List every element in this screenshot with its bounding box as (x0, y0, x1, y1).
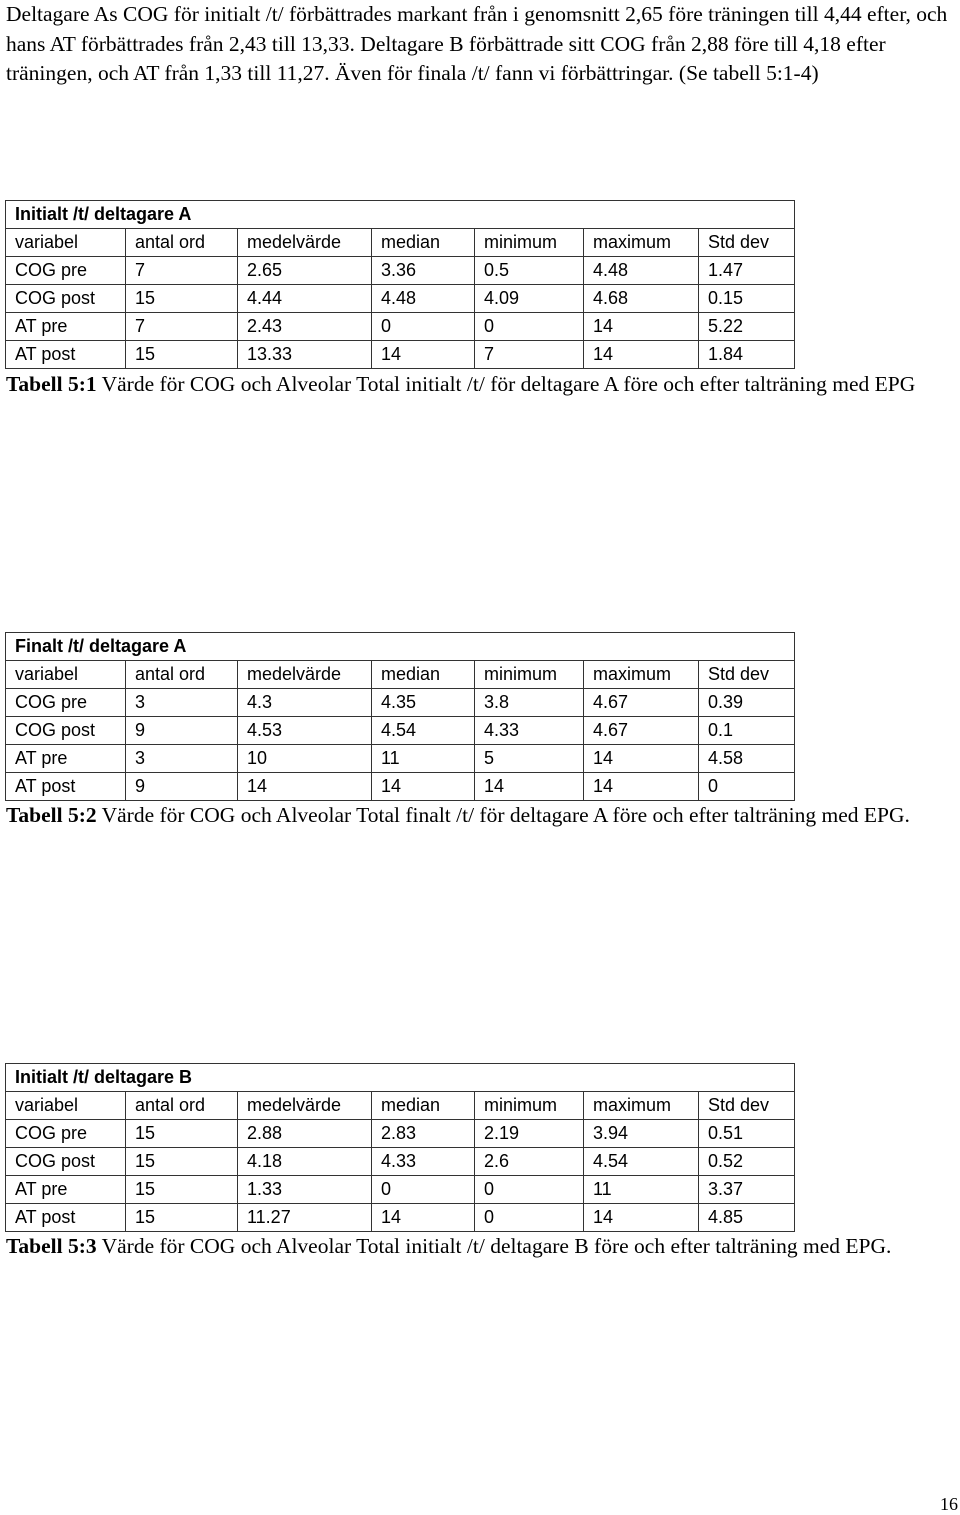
table-cell: 4.68 (584, 285, 699, 313)
table-cell: 3.37 (699, 1176, 795, 1204)
stats-table (5, 632, 795, 801)
table-cell: 4.35 (372, 689, 475, 717)
column-header: Std dev (699, 661, 795, 689)
table-row (6, 745, 795, 773)
table-cell: 11 (584, 1176, 699, 1204)
table-row (6, 257, 795, 285)
table-cell: 4.54 (372, 717, 475, 745)
page-number: 16 (940, 1494, 958, 1514)
table-cell: 3.36 (372, 257, 475, 285)
header-row (6, 1092, 795, 1120)
table-cell: 2.6 (475, 1148, 584, 1176)
stats-table (5, 1063, 795, 1232)
table-cell: COG post (6, 1148, 126, 1176)
caption-label: Tabell 5:1 (6, 372, 97, 396)
table-cell: AT post (6, 773, 126, 801)
table-cell: COG pre (6, 689, 126, 717)
table-cell: 2.83 (372, 1120, 475, 1148)
column-header: medelvärde (238, 1092, 372, 1120)
table-cell: 4.44 (238, 285, 372, 313)
table-cell: 14 (584, 313, 699, 341)
table-cell: 0 (475, 313, 584, 341)
table-row (6, 1148, 795, 1176)
table-row (6, 1204, 795, 1232)
column-header: Std dev (699, 229, 795, 257)
column-header: variabel (6, 1092, 126, 1120)
table-cell: AT post (6, 341, 126, 369)
table-cell: 0.5 (475, 257, 584, 285)
column-header: minimum (475, 661, 584, 689)
table-cell: COG pre (6, 257, 126, 285)
table-cell: 4.33 (372, 1148, 475, 1176)
column-header: minimum (475, 229, 584, 257)
column-header: antal ord (126, 661, 238, 689)
stats-table (5, 200, 795, 369)
column-header: medelvärde (238, 661, 372, 689)
column-header: median (372, 1092, 475, 1120)
table-cell: AT pre (6, 313, 126, 341)
table-cell: 14 (372, 341, 475, 369)
table-cell: 4.33 (475, 717, 584, 745)
table-caption (6, 801, 956, 831)
table-cell: 14 (372, 773, 475, 801)
table-cell: 0 (372, 313, 475, 341)
table-cell: 4.53 (238, 717, 372, 745)
caption-label: Tabell 5:3 (6, 1234, 97, 1258)
column-header: Std dev (699, 1092, 795, 1120)
table-cell: 7 (126, 313, 238, 341)
table-cell: 1.33 (238, 1176, 372, 1204)
table-cell: 14 (584, 1204, 699, 1232)
table-cell: 9 (126, 773, 238, 801)
table-row (6, 1120, 795, 1148)
table-row (6, 1176, 795, 1204)
column-header: antal ord (126, 1092, 238, 1120)
table-cell: 15 (126, 1204, 238, 1232)
column-header: antal ord (126, 229, 238, 257)
table-cell: COG post (6, 717, 126, 745)
header-row (6, 229, 795, 257)
table-cell: 14 (238, 773, 372, 801)
column-header: medelvärde (238, 229, 372, 257)
table-cell: 14 (584, 745, 699, 773)
caption-text: Värde för COG och Alveolar Total initialt /t/ för deltagare A före och efter talträning med EPG (96, 372, 916, 396)
table-caption (6, 370, 956, 400)
column-header: maximum (584, 1092, 699, 1120)
table-row (6, 341, 795, 369)
table-cell: 4.09 (475, 285, 584, 313)
table-row (6, 689, 795, 717)
table-cell: 3.94 (584, 1120, 699, 1148)
column-header: minimum (475, 1092, 584, 1120)
column-header: median (372, 229, 475, 257)
table-cell: AT pre (6, 1176, 126, 1204)
caption-text: Värde för COG och Alveolar Total finalt /t/ för deltagare A före och efter talträning med EPG. (96, 803, 910, 827)
table-cell: 7 (126, 257, 238, 285)
caption-text: Värde för COG och Alveolar Total initialt /t/ deltagare B före och efter talträning med EPG. (96, 1234, 892, 1258)
table-caption (6, 1232, 956, 1262)
table-cell: 0.1 (699, 717, 795, 745)
table-cell: 7 (475, 341, 584, 369)
column-header: median (372, 661, 475, 689)
table-row (6, 313, 795, 341)
table-cell: 4.54 (584, 1148, 699, 1176)
table-cell: 9 (126, 717, 238, 745)
table-cell: 3.8 (475, 689, 584, 717)
table-title: Finalt /t/ deltagare A (6, 633, 795, 661)
table-cell: 3 (126, 745, 238, 773)
table-cell: 0.39 (699, 689, 795, 717)
table-cell: 0.15 (699, 285, 795, 313)
table-cell: 4.67 (584, 717, 699, 745)
header-row (6, 661, 795, 689)
intro-paragraph: Deltagare As COG för initialt /t/ förbättrades markant från i genomsnitt 2,65 före träningen till 4,44 efter, och hans AT förbättrades från 2,43 till 13,33. Deltagare B förbättrade sitt COG från 2,88 före till 4,18 efter träningen, och AT från 1,33 till 11,27. Även för finala /t/ fann vi förbättringar. (Se tabell 5:1-4) (6, 2, 948, 85)
table-cell: 1.47 (699, 257, 795, 285)
column-header: maximum (584, 661, 699, 689)
table-cell: 0.51 (699, 1120, 795, 1148)
table-cell: 5 (475, 745, 584, 773)
table-cell: 0 (475, 1176, 584, 1204)
table-cell: 4.48 (372, 285, 475, 313)
table-cell: 5.22 (699, 313, 795, 341)
table-cell: 10 (238, 745, 372, 773)
column-header: maximum (584, 229, 699, 257)
table-cell: 4.18 (238, 1148, 372, 1176)
table-cell: 2.43 (238, 313, 372, 341)
caption-label: Tabell 5:2 (6, 803, 97, 827)
table-cell: 15 (126, 1148, 238, 1176)
table-cell: 13.33 (238, 341, 372, 369)
table-cell: 15 (126, 1176, 238, 1204)
table-cell: 15 (126, 341, 238, 369)
table-cell: 2.65 (238, 257, 372, 285)
table-cell: 14 (372, 1204, 475, 1232)
column-header: variabel (6, 661, 126, 689)
table-cell: COG post (6, 285, 126, 313)
table-cell: 2.19 (475, 1120, 584, 1148)
table-cell: 4.48 (584, 257, 699, 285)
table-cell: 15 (126, 285, 238, 313)
table-cell: 4.67 (584, 689, 699, 717)
table-title: Initialt /t/ deltagare A (6, 201, 795, 229)
column-header: variabel (6, 229, 126, 257)
table-cell: 0 (372, 1176, 475, 1204)
table-cell: 0.52 (699, 1148, 795, 1176)
table-cell: 4.58 (699, 745, 795, 773)
table-cell: 4.85 (699, 1204, 795, 1232)
table-cell: AT post (6, 1204, 126, 1232)
table-cell: 11 (372, 745, 475, 773)
table-cell: COG pre (6, 1120, 126, 1148)
table-cell: 0 (475, 1204, 584, 1232)
table-cell: 4.3 (238, 689, 372, 717)
table-row (6, 285, 795, 313)
table-cell: 15 (126, 1120, 238, 1148)
table-cell: 14 (584, 773, 699, 801)
table-cell: 2.88 (238, 1120, 372, 1148)
table-row (6, 717, 795, 745)
table-cell: 1.84 (699, 341, 795, 369)
table-row (6, 773, 795, 801)
table-cell: 3 (126, 689, 238, 717)
table-title: Initialt /t/ deltagare B (6, 1064, 795, 1092)
table-cell: 0 (699, 773, 795, 801)
table-cell: 11.27 (238, 1204, 372, 1232)
table-cell: 14 (584, 341, 699, 369)
table-cell: 14 (475, 773, 584, 801)
table-cell: AT pre (6, 745, 126, 773)
